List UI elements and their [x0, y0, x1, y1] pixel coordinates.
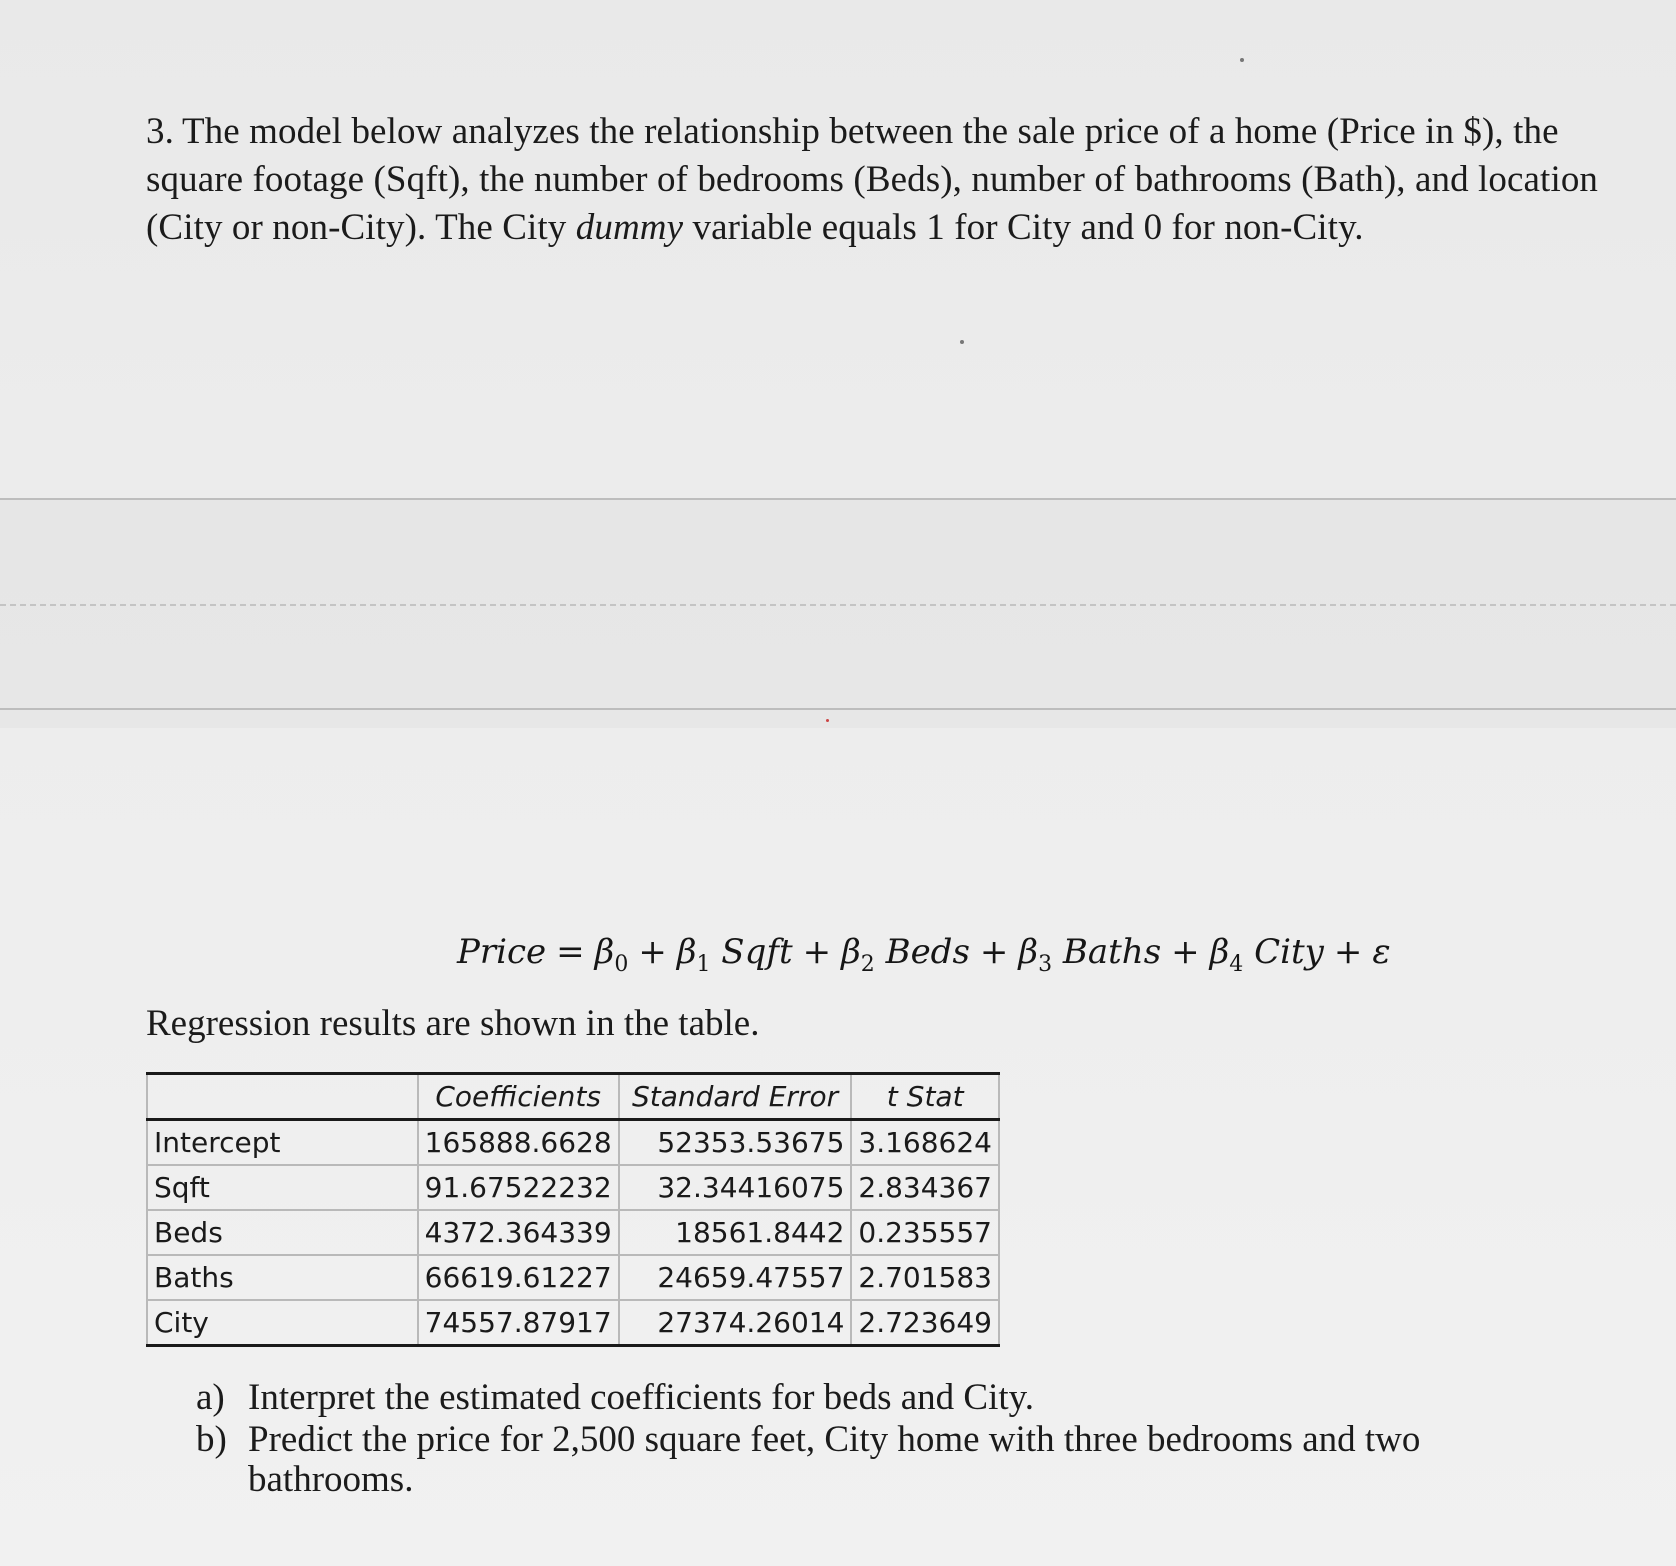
- table-row: [147, 1120, 999, 1166]
- equation-var1: Sqft: [721, 932, 793, 972]
- equation-plus: +: [802, 932, 832, 972]
- equation-beta2: β: [841, 932, 861, 972]
- table-row: [147, 1300, 999, 1346]
- sub-question-text: Predict the price for 2,500 square feet, City home with three bedrooms and two bathrooms.: [248, 1419, 1421, 1500]
- sub-question-marker: a): [196, 1377, 225, 1418]
- header-blank: [147, 1074, 418, 1120]
- coefficient-cell: 74557.87917: [418, 1300, 619, 1346]
- table-row: [147, 1210, 999, 1255]
- equation-plus: +: [638, 932, 667, 972]
- equation-equals: =: [556, 932, 585, 972]
- coefficient-cell: 91.67522232: [418, 1165, 619, 1210]
- table-row: [147, 1165, 999, 1210]
- sub-question-list: [196, 1378, 1436, 1502]
- sub-question-text: Interpret the estimated coefficients for beds and City.: [248, 1377, 1034, 1418]
- sub-question-marker: b): [196, 1419, 227, 1460]
- header-standard-error: Standard Error: [619, 1074, 852, 1120]
- coefficient-cell: 66619.61227: [418, 1255, 619, 1300]
- equation-sub3: 3: [1038, 951, 1053, 977]
- regression-equation: [457, 932, 1391, 977]
- equation-var2: Beds: [885, 932, 970, 972]
- row-label: City: [147, 1300, 418, 1346]
- row-label: Intercept: [147, 1120, 418, 1166]
- equation-var3: Baths: [1062, 932, 1162, 972]
- question-text-part-2: variable equals 1 for City and 0 for non-City.: [683, 207, 1364, 248]
- equation-sub4: 4: [1229, 951, 1244, 977]
- question-text-part-1: The model below analyzes the relationship between the sale price of a home (Price in $), the square footage (Sqft), the number of bedrooms (Beds), number of bathrooms (Bath), and location (City or non-City). The City: [146, 111, 1599, 248]
- equation-plus: +: [979, 932, 1009, 972]
- rule-line-top: [0, 498, 1676, 500]
- header-t-stat: t Stat: [851, 1074, 999, 1120]
- table-header-row: [147, 1074, 999, 1120]
- standard-error-cell: 24659.47557: [619, 1255, 852, 1300]
- question-text: [146, 108, 1616, 252]
- row-label: Sqft: [147, 1165, 418, 1210]
- t-stat-cell: 2.701583: [851, 1255, 999, 1300]
- header-coefficients: Coefficients: [418, 1074, 619, 1120]
- coefficient-cell: 4372.364339: [418, 1210, 619, 1255]
- equation-sub1: 1: [696, 951, 711, 977]
- standard-error-cell: 27374.26014: [619, 1300, 852, 1346]
- list-item: [196, 1420, 1436, 1500]
- equation-beta4: β: [1209, 932, 1230, 972]
- rule-line-bottom: [0, 708, 1676, 710]
- t-stat-cell: 3.168624: [851, 1120, 999, 1166]
- paper-speck: [960, 340, 964, 344]
- regression-table: [146, 1072, 1000, 1347]
- standard-error-cell: 18561.8442: [619, 1210, 852, 1255]
- paper-speck: [826, 719, 829, 722]
- question-italic-word: dummy: [575, 207, 684, 248]
- coefficient-cell: 165888.6628: [418, 1120, 619, 1166]
- t-stat-cell: 0.235557: [851, 1210, 999, 1255]
- equation-plus: +: [1333, 932, 1363, 972]
- question-number: 3.: [146, 111, 174, 152]
- equation-beta1: β: [676, 932, 697, 972]
- equation-plus: +: [1171, 932, 1200, 972]
- equation-error: ε: [1372, 932, 1391, 972]
- equation-sub0: 0: [614, 951, 629, 977]
- row-label: Beds: [147, 1210, 418, 1255]
- t-stat-cell: 2.834367: [851, 1165, 999, 1210]
- t-stat-cell: 2.723649: [851, 1300, 999, 1346]
- shaded-band: [0, 498, 1676, 728]
- equation-sub2: 2: [860, 951, 875, 977]
- standard-error-cell: 32.34416075: [619, 1165, 852, 1210]
- rule-line-dashed: [0, 604, 1676, 606]
- standard-error-cell: 52353.53675: [619, 1120, 852, 1166]
- list-item: [196, 1378, 1436, 1418]
- table-intro-text: Regression results are shown in the table.: [146, 1003, 760, 1044]
- paper-speck: [1240, 58, 1244, 62]
- equation-beta3: β: [1018, 932, 1039, 972]
- row-label: Baths: [147, 1255, 418, 1300]
- equation-beta0: β: [594, 932, 615, 972]
- table-row: [147, 1255, 999, 1300]
- equation-var4: City: [1254, 932, 1324, 972]
- equation-lhs: Price: [457, 932, 547, 972]
